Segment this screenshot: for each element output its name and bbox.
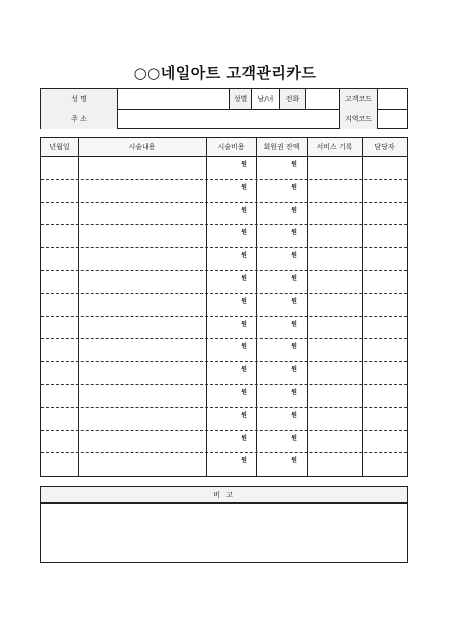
row-separator [41, 384, 407, 385]
gender-label: 성별 [229, 89, 251, 109]
region-code-label: 지역코드 [339, 109, 377, 129]
cost-won-mark: 원 [241, 206, 247, 214]
header-date: 년월일 [49, 143, 70, 151]
header-treatment: 시술내용 [128, 143, 156, 151]
remarks-box [40, 486, 408, 563]
row-separator [41, 224, 407, 225]
cost-won-mark: 원 [241, 161, 247, 168]
balance-won-mark: 원 [291, 229, 297, 237]
name-label: 성 명 [41, 89, 117, 109]
cost-won-mark: 원 [241, 457, 247, 465]
gender-value[interactable]: 남/녀 [251, 89, 279, 109]
row-separator [41, 270, 407, 271]
column-divider [78, 138, 79, 476]
cost-won-mark: 원 [241, 434, 247, 442]
customer-code-field[interactable] [377, 89, 407, 109]
balance-won-mark: 원 [291, 206, 297, 214]
address-label: 주 소 [41, 109, 117, 129]
row-separator [41, 316, 407, 317]
row-separator [41, 361, 407, 362]
balance-won-mark: 원 [291, 411, 297, 419]
row-separator [41, 179, 407, 180]
row-separator [41, 202, 407, 203]
header-service-record: 서비스 기록 [316, 143, 353, 151]
header-cost: 시술비용 [217, 143, 245, 151]
cost-won-mark: 원 [241, 366, 247, 374]
row-separator [41, 430, 407, 431]
balance-won-mark: 원 [291, 320, 297, 328]
cost-won-mark: 원 [241, 252, 247, 260]
header-staff: 담당자 [374, 143, 395, 151]
row-separator [41, 338, 407, 339]
column-divider [307, 138, 308, 476]
cost-won-mark: 원 [241, 320, 247, 328]
balance-won-mark: 원 [291, 389, 297, 396]
cost-won-mark: 원 [241, 411, 247, 419]
cost-won-mark: 원 [241, 297, 247, 305]
cost-won-mark: 원 [241, 183, 247, 191]
phone-label: 전화 [279, 89, 305, 109]
name-field[interactable] [117, 89, 229, 109]
balance-won-mark: 원 [291, 434, 297, 442]
customer-code-label: 고객코드 [339, 89, 377, 109]
balance-won-mark: 원 [291, 275, 297, 282]
treatment-records-table [40, 137, 408, 477]
column-divider [206, 138, 207, 476]
balance-won-mark: 원 [291, 457, 297, 465]
balance-won-mark: 원 [291, 161, 297, 168]
row-separator [41, 247, 407, 248]
row-separator [41, 293, 407, 294]
address-field[interactable] [117, 109, 339, 129]
balance-won-mark: 원 [291, 343, 297, 351]
balance-won-mark: 원 [291, 297, 297, 305]
customer-info-table [40, 88, 408, 129]
balance-won-mark: 원 [291, 366, 297, 374]
cost-won-mark: 원 [241, 343, 247, 351]
remarks-label: 비 고 [41, 487, 407, 504]
info-row-address [41, 109, 407, 129]
balance-won-mark: 원 [291, 252, 297, 260]
column-divider [256, 138, 257, 476]
card-title: ○○네일아트 고객관리카드 [133, 64, 317, 82]
cost-won-mark: 원 [241, 275, 247, 282]
balance-won-mark: 원 [291, 183, 297, 191]
cost-won-mark: 원 [241, 389, 247, 396]
cost-won-mark: 원 [241, 229, 247, 237]
records-header-row [41, 138, 407, 157]
row-separator [41, 407, 407, 408]
info-row-name [41, 89, 407, 110]
row-separator [41, 452, 407, 453]
column-divider [362, 138, 363, 476]
region-code-field[interactable] [377, 109, 407, 129]
header-membership-balance: 회원권 잔액 [263, 143, 300, 151]
